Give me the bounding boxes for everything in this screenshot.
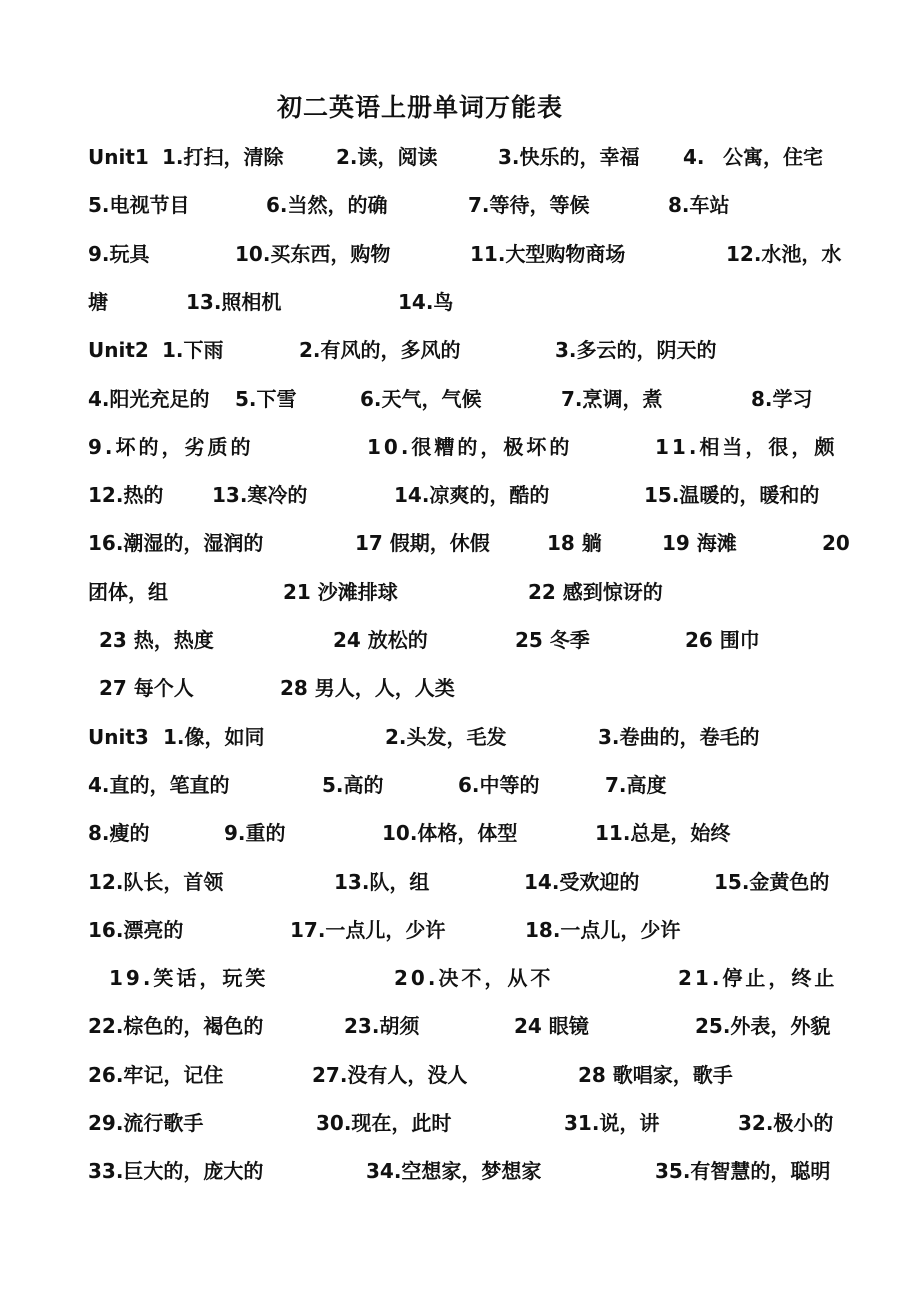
vocab-line (0, 1156, 920, 1186)
vocab-entry: 10.买东西，购物 (235, 241, 391, 266)
vocab-entry: 10.体格，体型 (382, 821, 518, 846)
vocab-entry: 2.有风的，多风的 (299, 338, 461, 363)
vocab-line (0, 770, 920, 800)
vocab-line (0, 1060, 920, 1090)
vocab-entry: 5.高的 (322, 772, 384, 797)
vocab-entry: 9.玩具 (88, 241, 150, 266)
vocab-entry: 21.停止，终止 (678, 966, 838, 991)
vocab-entry: 3.快乐的，幸福 (498, 145, 640, 169)
vocab-entry: 26 围巾 (685, 628, 760, 652)
vocab-entry: 公寓，住宅 (723, 145, 823, 169)
vocab-entry: 16.潮湿的，湿润的 (88, 531, 264, 556)
vocab-entry: 4. (683, 145, 705, 169)
vocab-entry: 16.漂亮的 (88, 917, 184, 942)
vocab-line (0, 1011, 920, 1041)
vocab-entry: 5.电视节目 (88, 193, 190, 218)
vocab-entry: 塘 (88, 289, 108, 314)
vocab-entry: 28 歌唱家，歌手 (578, 1062, 733, 1087)
vocab-entry: 15.金黄色的 (714, 869, 830, 894)
vocab-line (0, 287, 920, 317)
vocab-entry: 8.瘦的 (88, 821, 150, 846)
vocab-entry: 6.天气，气候 (360, 386, 482, 411)
vocab-entry: 8.学习 (751, 386, 813, 411)
vocab-entry: 22.棕色的，褐色的 (88, 1014, 264, 1039)
vocab-entry: 15.温暖的，暖和的 (644, 483, 820, 508)
vocab-entry: 17.一点儿，少许 (290, 917, 446, 942)
vocab-entry: 21 沙滩排球 (283, 579, 398, 604)
vocab-entry: 1.像，如同 (163, 724, 265, 749)
vocab-entry: 25.外表，外貌 (695, 1014, 831, 1039)
vocab-entry: 3.多云的，阴天的 (555, 338, 717, 363)
vocab-line (0, 335, 920, 365)
vocab-entry: 3.卷曲的，卷毛的 (598, 724, 760, 749)
vocab-line (0, 190, 920, 220)
vocab-entry: 2.读，阅读 (336, 145, 438, 169)
vocab-entry: 13.寒冷的 (212, 483, 308, 508)
vocab-entry: 14.受欢迎的 (524, 869, 640, 894)
vocab-entry: 19 海滩 (662, 531, 737, 556)
vocab-entry: 9.重的 (224, 821, 286, 846)
vocab-entry: 10.很糟的，极坏的 (367, 434, 573, 459)
vocab-entry: 31.说，讲 (564, 1111, 660, 1135)
vocab-line (0, 963, 920, 993)
vocab-entry: 13.队，组 (334, 869, 430, 894)
vocab-entry: 6.中等的 (458, 772, 540, 797)
vocab-entry: 27 每个人 (99, 676, 194, 701)
vocab-entry: 11.大型购物商场 (470, 241, 626, 266)
vocab-entry: 7.等待，等候 (468, 193, 590, 218)
vocab-line (0, 673, 920, 703)
vocab-line (0, 384, 920, 414)
vocab-line (0, 867, 920, 897)
vocab-entry: 28 男人，人，人类 (280, 676, 455, 701)
vocab-line (0, 480, 920, 510)
vocab-entry: 8.车站 (668, 193, 730, 218)
vocab-entry: 团体，组 (88, 579, 168, 604)
vocab-entry: 30.现在，此时 (316, 1111, 452, 1135)
vocab-entry: 24 眼镜 (514, 1014, 589, 1039)
vocab-entry: 11.相当，很，颇 (655, 434, 838, 459)
vocab-entry: 19.笑话，玩笑 (109, 966, 269, 991)
vocab-line (0, 1108, 920, 1138)
vocab-entry: 1.打扫，清除 (162, 145, 284, 169)
vocab-entry: 1.下雨 (162, 338, 224, 363)
vocab-entry: 29.流行歌手 (88, 1111, 204, 1135)
vocab-entry: Unit3 (88, 724, 149, 749)
vocab-entry: 7.烹调，煮 (561, 386, 663, 411)
vocab-entry: 9.坏的，劣质的 (88, 434, 254, 459)
vocab-entry: 14.鸟 (398, 289, 454, 314)
vocab-entry: 24 放松的 (333, 628, 428, 652)
vocab-entry: 12.队长，首领 (88, 869, 224, 894)
vocab-entry: 7.高度 (605, 772, 667, 797)
vocab-entry: 22 感到惊讶的 (528, 579, 663, 604)
vocab-entry: 23.胡须 (344, 1014, 420, 1039)
vocab-entry: 12.热的 (88, 483, 164, 508)
vocab-entry: 26.牢记，记住 (88, 1062, 224, 1087)
document-title: 初二英语上册单词万能表 (276, 93, 563, 122)
vocab-entry: 20 (822, 531, 850, 556)
vocab-entry: 20.决不，从不 (394, 966, 554, 991)
vocab-entry: 32.极小的 (738, 1111, 834, 1135)
vocab-entry: 4.阳光充足的 (88, 386, 210, 411)
vocab-entry: 18 躺 (547, 531, 602, 556)
vocab-entry: 34.空想家，梦想家 (366, 1159, 542, 1184)
vocab-line (0, 239, 920, 269)
vocab-entry: 11.总是，始终 (595, 821, 731, 846)
vocab-line (0, 625, 920, 655)
vocab-line (0, 915, 920, 945)
vocab-entry: 4.直的，笔直的 (88, 772, 230, 797)
vocab-entry: 27.没有人，没人 (312, 1062, 468, 1087)
vocab-entry: 18.一点儿，少许 (525, 917, 681, 942)
vocab-entry: 23 热，热度 (99, 628, 214, 652)
vocab-line (0, 528, 920, 558)
vocab-entry: Unit2 (88, 338, 149, 363)
vocab-entry: 13.照相机 (186, 289, 282, 314)
vocab-entry: 17 假期，休假 (355, 531, 490, 556)
vocab-entry: 5.下雪 (235, 386, 297, 411)
vocab-line (0, 432, 920, 462)
vocab-entry: 14.凉爽的，酷的 (394, 483, 550, 508)
vocab-line (0, 722, 920, 752)
vocab-entry: 25 冬季 (515, 628, 590, 652)
vocab-entry: 35.有智慧的，聪明 (655, 1159, 831, 1184)
vocab-entry: 2.头发，毛发 (385, 724, 507, 749)
vocab-line (0, 142, 920, 172)
vocab-entry: 12.水池，水 (726, 241, 842, 266)
vocab-entry: Unit1 (88, 145, 149, 169)
vocab-entry: 6.当然，的确 (266, 193, 388, 218)
vocab-line (0, 577, 920, 607)
vocab-entry: 33.巨大的，庞大的 (88, 1159, 264, 1184)
vocab-line (0, 818, 920, 848)
